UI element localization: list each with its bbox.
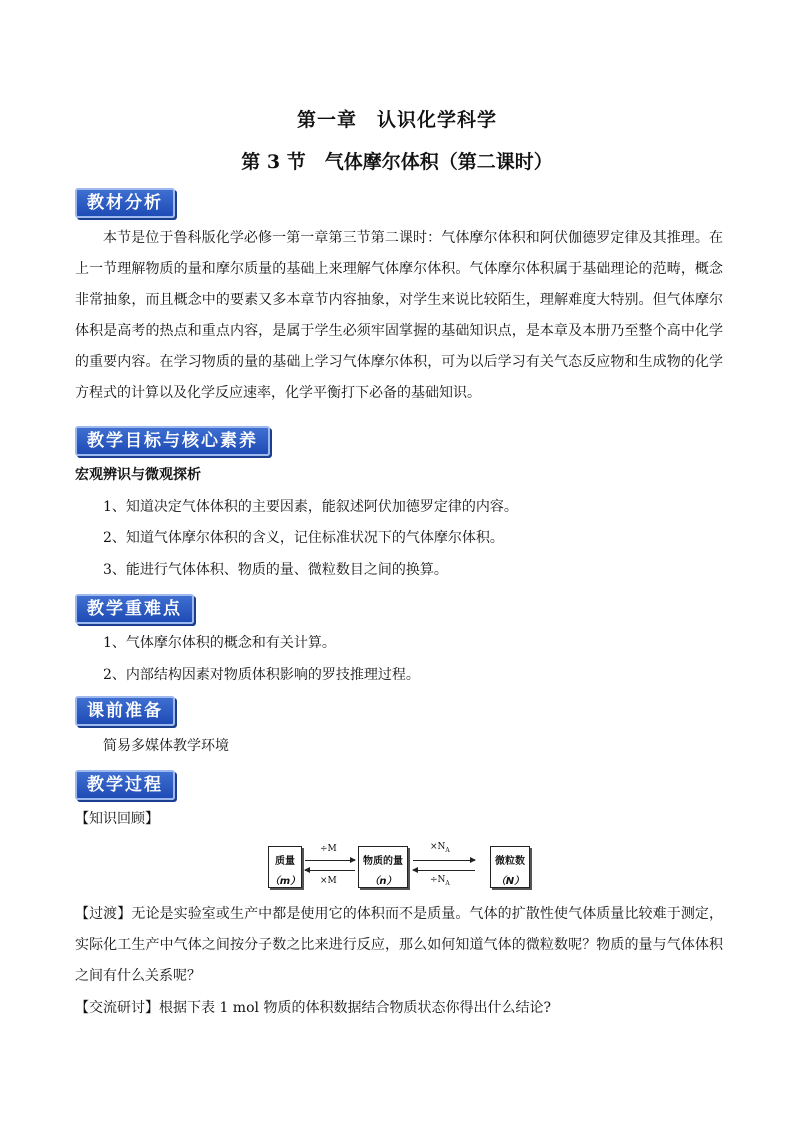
conversion-diagram: [268, 842, 528, 890]
mass-label: 质量: [275, 856, 295, 867]
objective-item: 2、知道气体摩尔体积的含义，记住标准状况下的气体摩尔体积。: [103, 530, 504, 546]
arrow2-top-sub: A: [445, 846, 450, 854]
arrow2-top-text: ×N: [430, 842, 446, 852]
arrow2-top-label: [430, 842, 450, 854]
arrow2-bottom-label: [430, 875, 450, 887]
objectives-subheading: 宏观辨识与微观探析: [75, 467, 201, 483]
mass-symbol: （m）: [269, 876, 301, 887]
discussion-label: 【交流研讨】: [75, 1000, 159, 1016]
objectives-badge: 教学目标与核心素养: [75, 426, 270, 456]
preparation-text: 简易多媒体教学环境: [103, 738, 229, 754]
amount-symbol: （n）: [369, 876, 397, 887]
arrow1-top-label: ÷M: [320, 844, 337, 854]
particles-symbol: （N）: [495, 876, 525, 887]
arrow-left: [413, 870, 475, 871]
amount-box: [358, 846, 408, 888]
mass-box: [268, 846, 302, 888]
discussion-text: 根据下表 1 mol 物质的体积数据结合物质状态你得出什么结论?: [159, 1000, 551, 1016]
chapter-title: 第一章 认识化学科学: [296, 109, 497, 131]
arrow-left: [305, 870, 355, 871]
key-point-item: 1、气体摩尔体积的概念和有关计算。: [103, 635, 336, 651]
analysis-paragraph: 本节是位于鲁科版化学必修一第一章第三节第二课时：气体摩尔体积和阿伏伽德罗定律及其推理。在上一节理解物质的量和摩尔质量的基础上来理解气体摩尔体积。气体摩尔体积属于基础理论的范畴，概念非常抽象，而且概念中的要素又多本章节内容抽象，对学生来说比较陌生，理解难度大特别。但气体摩尔体积是高考的热点和重点内容，是属于学生必须牢固掌握的基础知识点，是本章及本册乃至整个高中化学的重要内容。在学习物质的量的基础上学习气体摩尔体积，可为以后学习有关气态反应物和生成物的化学方程式的计算以及化学反应速率，化学平衡打下必备的基础知识。: [75, 230, 723, 401]
arrow1-bottom-label: ×M: [320, 876, 337, 886]
analysis-badge: 教材分析: [75, 188, 175, 218]
section-title: 第 3 节 气体摩尔体积（第二课时）: [241, 151, 553, 173]
arrow-right: [413, 860, 475, 861]
review-label: 【知识回顾】: [75, 811, 159, 827]
particles-label: 微粒数: [495, 856, 525, 867]
arrow2-bottom-sub: A: [445, 879, 450, 887]
amount-label: 物质的量: [363, 856, 403, 867]
transition-paragraph: [75, 899, 723, 992]
particles-box: [490, 846, 530, 888]
discussion-line: [75, 998, 725, 1018]
key-point-item: 2、内部结构因素对物质体积影响的罗技推理过程。: [103, 667, 420, 683]
arrow2-bottom-text: ÷N: [430, 875, 446, 885]
key-points-badge: 教学重难点: [75, 594, 194, 624]
arrow-right: [305, 860, 355, 861]
transition-text: 无论是实验室或生产中都是使用它的体积而不是质量。气体的扩散性使气体质量比较难于测定，实际化工生产中气体之间按分子数之比来进行反应，那么如何知道气体的微粒数呢？物质的量与气体体积之间有什么关系呢？: [75, 906, 724, 984]
preparation-badge: 课前准备: [75, 696, 175, 726]
process-badge: 教学过程: [75, 770, 175, 800]
objective-item: 3、能进行气体体积、物质的量、微粒数目之间的换算。: [103, 562, 448, 578]
objective-item: 1、知道决定气体体积的主要因素，能叙述阿伏加德罗定律的内容。: [103, 499, 518, 515]
transition-label: 【过渡】: [75, 906, 132, 922]
